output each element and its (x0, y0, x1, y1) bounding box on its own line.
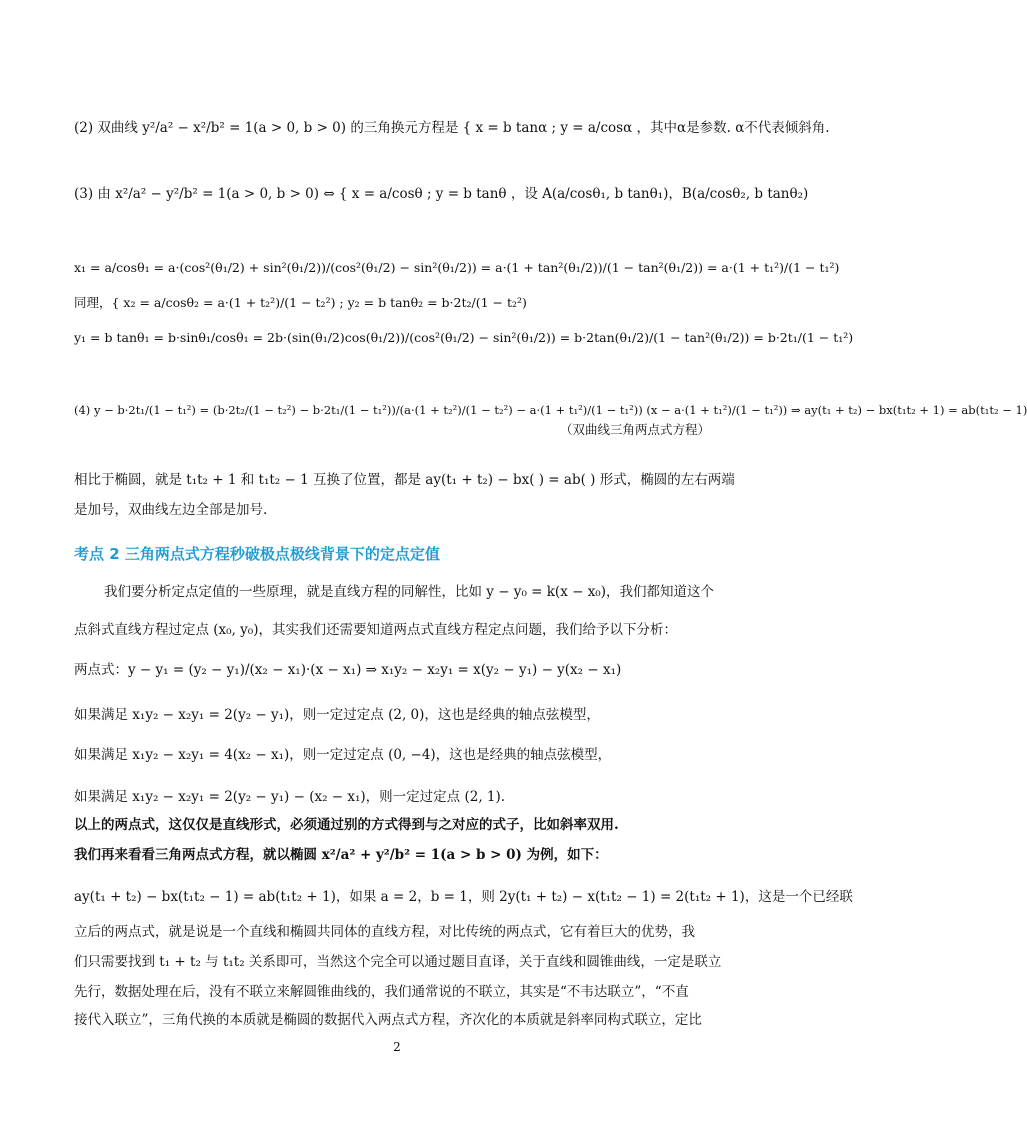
section-heading: 考点 2 三角两点式方程秒破极点极线背景下的定点定值 (74, 545, 440, 563)
comparison-paragraph-cont: 是加号，双曲线左边全部是加号. (74, 502, 268, 518)
note-line: 以上的两点式，这仅仅是直线形式，必须通过别的方式得到与之对应的式子，比如斜率双用. (74, 817, 619, 833)
para-6: 接代入联立”，三角代换的本质就是椭圆的数据代入两点式方程，齐次化的本质就是斜率同构式联立，定比 (74, 1012, 702, 1028)
comparison-paragraph: 相比于椭圆，就是 t₁t₂ + 1 和 t₁t₂ − 1 互换了位置，都是 ay(t₁ + t₂) − bx( ) = ab( ) 形式，椭圆的左右两端 (74, 472, 735, 488)
y1-derivation: y₁ = b tanθ₁ = b·sinθ₁/cosθ₁ = 2b·(sin(θ₁/2)cos(θ₁/2))/(cos²(θ₁/2) − sin²(θ₁/2)) = b·2tan(θ₁/2)/(1 − tan²(θ₁/2)) = b·2t₁/(1 − t₁²) (74, 330, 854, 345)
ellipse-example: ay(t₁ + t₂) − bx(t₁t₂ − 1) = ab(t₁t₂ + 1)，如果 a = 2，b = 1，则 2y(t₁ + t₂) − x(t₁t₂ − 1) = 2(t₁t₂ + 1)，这是一个已经联 (74, 889, 853, 905)
para-1: 我们要分析定点定值的一些原理，就是直线方程的同解性，比如 y − y₀ = k(x − x₀)，我们都知道这个 (104, 584, 714, 600)
para-4: 们只需要找到 t₁ + t₂ 与 t₁t₂ 关系即可，当然这个完全可以通过题目直译，关于直线和圆锥曲线，一定是联立 (74, 954, 722, 970)
condition-3: 如果满足 x₁y₂ − x₂y₁ = 2(y₂ − y₁) − (x₂ − x₁)，则一定过定点 (2, 1). (74, 789, 506, 805)
similarly-x2-y2: 同理，{ x₂ = a/cosθ₂ = a·(1 + t₂²)/(1 − t₂²) ; y₂ = b tanθ₂ = b·2t₂/(1 − t₂²) (74, 295, 527, 310)
two-point-equation-derivation: (4) y − b·2t₁/(1 − t₁²) = (b·2t₂/(1 − t₂²) − b·2t₁/(1 − t₁²))/(a·(1 + t₂²)/(1 − t₂²) − a·(1 + t₁²)/(1 − t₁²)) (x − a·(1 + t₁²)/(1 − t₁²)) ⇒ ay(t₁ + t₂) − bx(t₁t₂ + 1) = ab(t₁t₂ − 1) (74, 403, 1027, 417)
para-5: 先行，数据处理在后，没有不联立来解圆锥曲线的，我们通常说的不联立，其实是“不韦达联立”，“不直 (74, 984, 689, 1000)
x1-derivation: x₁ = a/cosθ₁ = a·(cos²(θ₁/2) + sin²(θ₁/2))/(cos²(θ₁/2) − sin²(θ₁/2)) = a·(1 + tan²(θ₁/2))/(1 − tan²(θ₁/2)) = a·(1 + t₁²)/(1 − t₁²) (74, 260, 840, 275)
para-3: 立后的两点式，就是说是一个直线和椭圆共同体的直线方程，对比传统的两点式，它有着巨大的优势，我 (74, 924, 695, 940)
hyperbola-trig-substitution: (2) 双曲线 y²/a² − x²/b² = 1(a > 0, b > 0) 的三角换元方程是 { x = b tanα ; y = a/cosα ，其中α是参数. α不代表倾斜角. (74, 120, 830, 136)
para-2: 点斜式直线方程过定点 (x₀, y₀)，其实我们还需要知道两点式直线方程定点问题，我们给予以下分析： (74, 622, 677, 638)
condition-1: 如果满足 x₁y₂ − x₂y₁ = 2(y₂ − y₁)，则一定过定点 (2, 0)，这也是经典的轴点弦模型， (74, 707, 600, 723)
ellipse-example-intro: 我们再来看看三角两点式方程，就以椭圆 x²/a² + y²/b² = 1(a > b > 0) 为例，如下： (74, 847, 608, 863)
condition-2: 如果满足 x₁y₂ − x₂y₁ = 4(x₂ − x₁)，则一定过定点 (0, −4)，这也是经典的轴点弦模型， (74, 747, 612, 763)
formula-tag-hyperbola: （双曲线三角两点式方程） (560, 422, 711, 437)
hyperbola-parametric-equivalence: (3) 由 x²/a² − y²/b² = 1(a > 0, b > 0) ⇔ { x = a/cosθ ; y = b tanθ ，设 A(a/cosθ₁, b tanθ₁)，B(a/cosθ₂, b tanθ₂) (74, 186, 809, 202)
page-number: 2 (393, 1040, 401, 1054)
two-point-form: 两点式：y − y₁ = (y₂ − y₁)/(x₂ − x₁)·(x − x₁) ⇒ x₁y₂ − x₂y₁ = x(y₂ − y₁) − y(x₂ − x₁) (74, 662, 622, 678)
